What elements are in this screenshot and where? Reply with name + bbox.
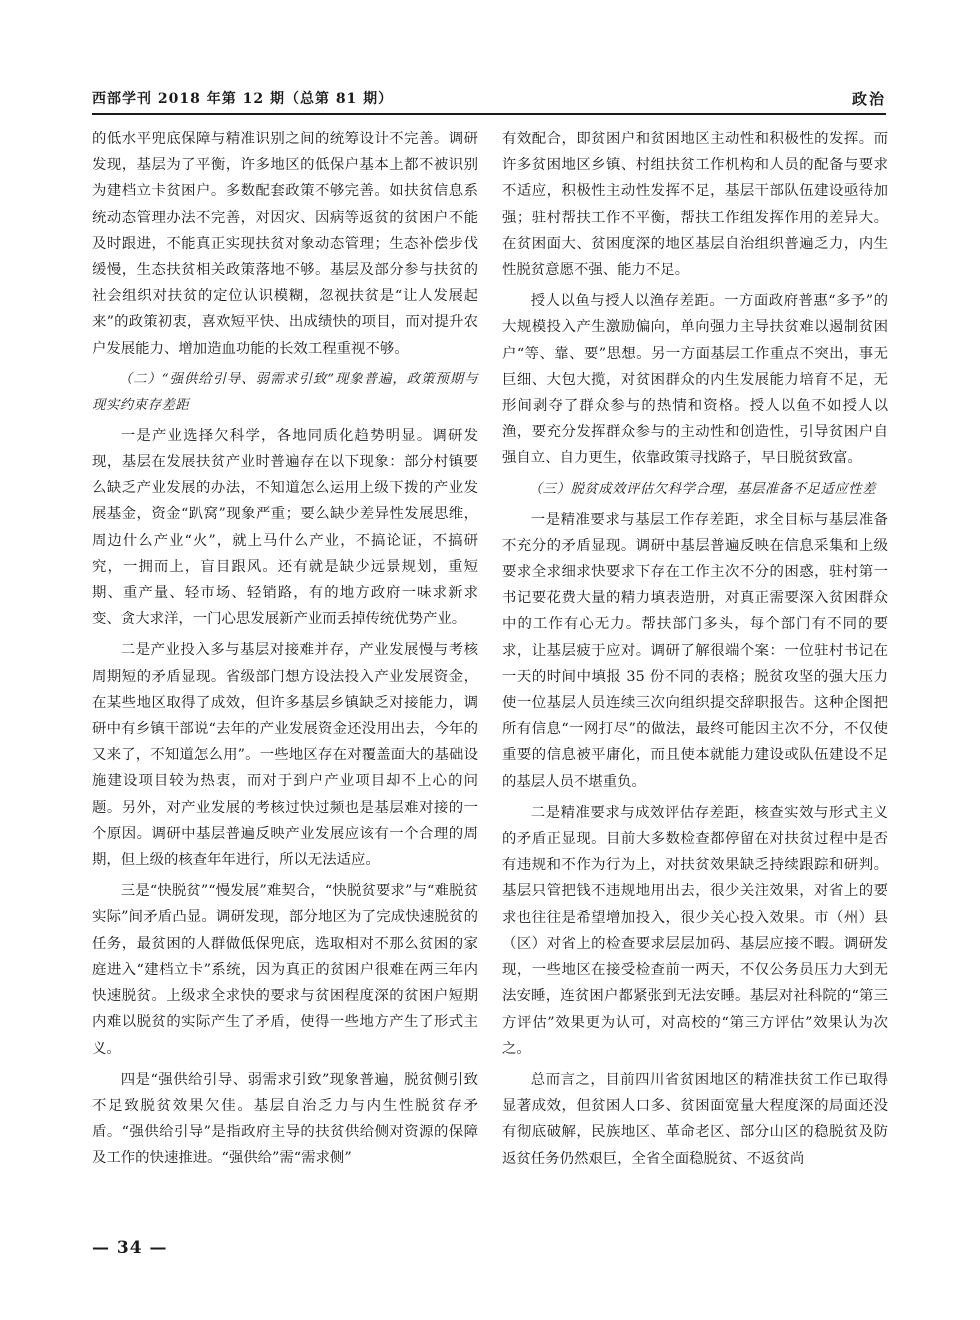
paragraph: 一是产业选择欠科学，各地同质化趋势明显。调研发现，基层在发展扶贫产业时普遍存在以下现象：部分村镇要么缺乏产业发展的办法，不知道怎么运用上级下拨的产业发展基金，资金“趴窝”现象严重；要么缺少差异性发展思维，周边什么产业“火”，就上马什么产业，不搞论证，不搞研究，一拥而上，盲目跟风。还有就是缺少远景规划，重短期、重产量、轻市场、轻销路，有的地方政府一味求新求变、贪大求洋，一门心思发展新产业而丢掉传统优势产业。 bbox=[92, 427, 478, 628]
section-name: 政治 bbox=[851, 90, 886, 108]
page-number: — 34 — bbox=[92, 1238, 168, 1258]
paragraph: 一是精准要求与基层工作存差距，求全目标与基层准备不充分的矛盾显现。调研中基层普遍反映在信息采集和上级要求全求细求快要求下存在工作主次不分的困惑，驻村第一书记要花费大量的精力填表造册，对真正需要深入贫困群众中的工作有心无力。帮扶部门多头，每个部门有不同的要求，让基层疲于应对。调研了解很端个案：一位驻村书记在一天的时间中填报 35 份不同的表格；脱贫攻坚的强大压力使一位基层人员连续三次向组织提交辞职报告。这种企图把所有信息“一网打尽”的做法，最终可能因主次不分，不仅使重要的信息被平庸化，而且使本就能力建设或队伍建设不足的基层人员不堪重负。 bbox=[502, 511, 888, 790]
left-column bbox=[92, 126, 478, 1177]
running-header bbox=[92, 86, 886, 112]
right-column bbox=[502, 126, 888, 1177]
section-heading: （二）“强供给引导、弱需求引致”现象普遍，政策预期与现实约束存差距 bbox=[92, 371, 478, 413]
paragraph: 二是精准要求与成效评估存差距，核查实效与形式主义的矛盾正显现。目前大多数检查都停留在对扶贫过程中是否有违规和不作为行为上，对扶贫效果缺乏持续跟踪和研判。基层只管把钱不违规地用出去，很少关注效果，对省上的要求也往往是希望增加投入，很少关心投入效果。市（州）县（区）对省上的检查要求层层加码、基层应接不暇。调研发现，一些地区在接受检查前一两天，不仅公务员压力大到无法安睡，连贫困户都紧张到无法安睡。基层对社科院的“第三方评估”效果更为认可，对高校的“第三方评估”效果认为次之。 bbox=[502, 804, 888, 1057]
paragraph: 二是产业投入多与基层对接难并存，产业发展慢与考核周期短的矛盾显现。省级部门想方设法投入产业发展资金，在某些地区取得了成效，但许多基层乡镇缺乏对接能力，调研中有乡镇干部说“去年的产业发展资金还没用出去，今年的又来了，不知道怎么用”。一些地区存在对覆盖面大的基础设施建设项目较为热衷，而对于到户产业项目却不上心的问题。另外，对产业发展的考核过快过频也是基层难对接的一个原因。调研中基层普遍反映产业发展应该有一个合理的周期，但上级的核查年年进行，所以无法适应。 bbox=[92, 642, 478, 869]
paragraph: 有效配合，即贫困户和贫困地区主动性和积极性的发挥。而许多贫困地区乡镇、村组扶贫工作机构和人员的配备与要求不适应，积极性主动性发挥不足，基层干部队伍建设亟待加强；驻村帮扶工作不平衡，帮扶工作组发挥作用的差异大。在贫困面大、贫困度深的地区基层自治组织普遍乏力，内生性脱贫意愿不强、能力不足。 bbox=[502, 131, 888, 279]
paragraph: 授人以鱼与授人以渔存差距。一方面政府普惠“多予”的大规模投入产生激励偏向，单向强力主导扶贫难以遏制贫困户“等、靠、要”思想。另一方面基层工作重点不突出，事无巨细、大包大揽，对贫困群众的内生发展能力培育不足，无形间剥夺了群众参与的热情和资格。授人以鱼不如授人以渔，要充分发挥群众参与的主动性和创造性，引导贫困户自强自立、自力更生，依靠政策寻找路子，早日脱贫致富。 bbox=[502, 293, 888, 467]
section-heading: （三）脱贫成效评估欠科学合理，基层准备不足适应性差 bbox=[528, 481, 877, 497]
paragraph: 三是“快脱贫”“慢发展”难契合，“快脱贫要求”与“难脱贫实际”间矛盾凸显。调研发现，部分地区为了完成快速脱贫的任务，最贫困的人群做低保兜底，选取相对不那么贫困的家庭进入“建档立卡”系统，因为真正的贫困户很难在两三年内快速脱贫。上级求全求快的要求与贫困程度深的贫困户短期内难以脱贫的实际产生了矛盾，使得一些地方产生了形式主义。 bbox=[92, 883, 478, 1057]
journal-name: 西部学刊 2018 年第 12 期（总第 81 期） bbox=[92, 91, 394, 107]
paragraph: 总而言之，目前四川省贫困地区的精准扶贫工作已取得显著成效，但贫困人口多、贫困面宽量大程度深的局面还没有彻底破解，民族地区、革命老区、部分山区的稳脱贫及防返贫任务仍然艰巨，全省全面稳脱贫、不返贫尚 bbox=[502, 1071, 888, 1167]
paragraph: 的低水平兜底保障与精准识别之间的统筹设计不完善。调研发现，基层为了平衡，许多地区的低保户基本上都不被识别为建档立卡贫困户。多数配套政策不够完善。如扶贫信息系统动态管理办法不完善，对因灾、因病等返贫的贫困户不能及时跟进，不能真正实现扶贫对象动态管理；生态补偿步伐缓慢，生态扶贫相关政策落地不够。基层及部分参与扶贫的社会组织对扶贫的定位认识模糊，忽视扶贫是“让人发展起来”的政策初衷，喜欢短平快、出成绩快的项目，而对提升农户发展能力、增加造血功能的长效工程重视不够。 bbox=[92, 131, 478, 357]
header-rule bbox=[92, 113, 886, 115]
paragraph: 四是“强供给引导、弱需求引致”现象普遍，脱贫侧引致不足致脱贫效果欠佳。基层自治乏力与内生性脱贫存矛盾。“强供给引导”是指政府主导的扶贫供给侧对资源的保障及工作的快速推进。“强供给”需“需求侧” bbox=[92, 1071, 478, 1167]
